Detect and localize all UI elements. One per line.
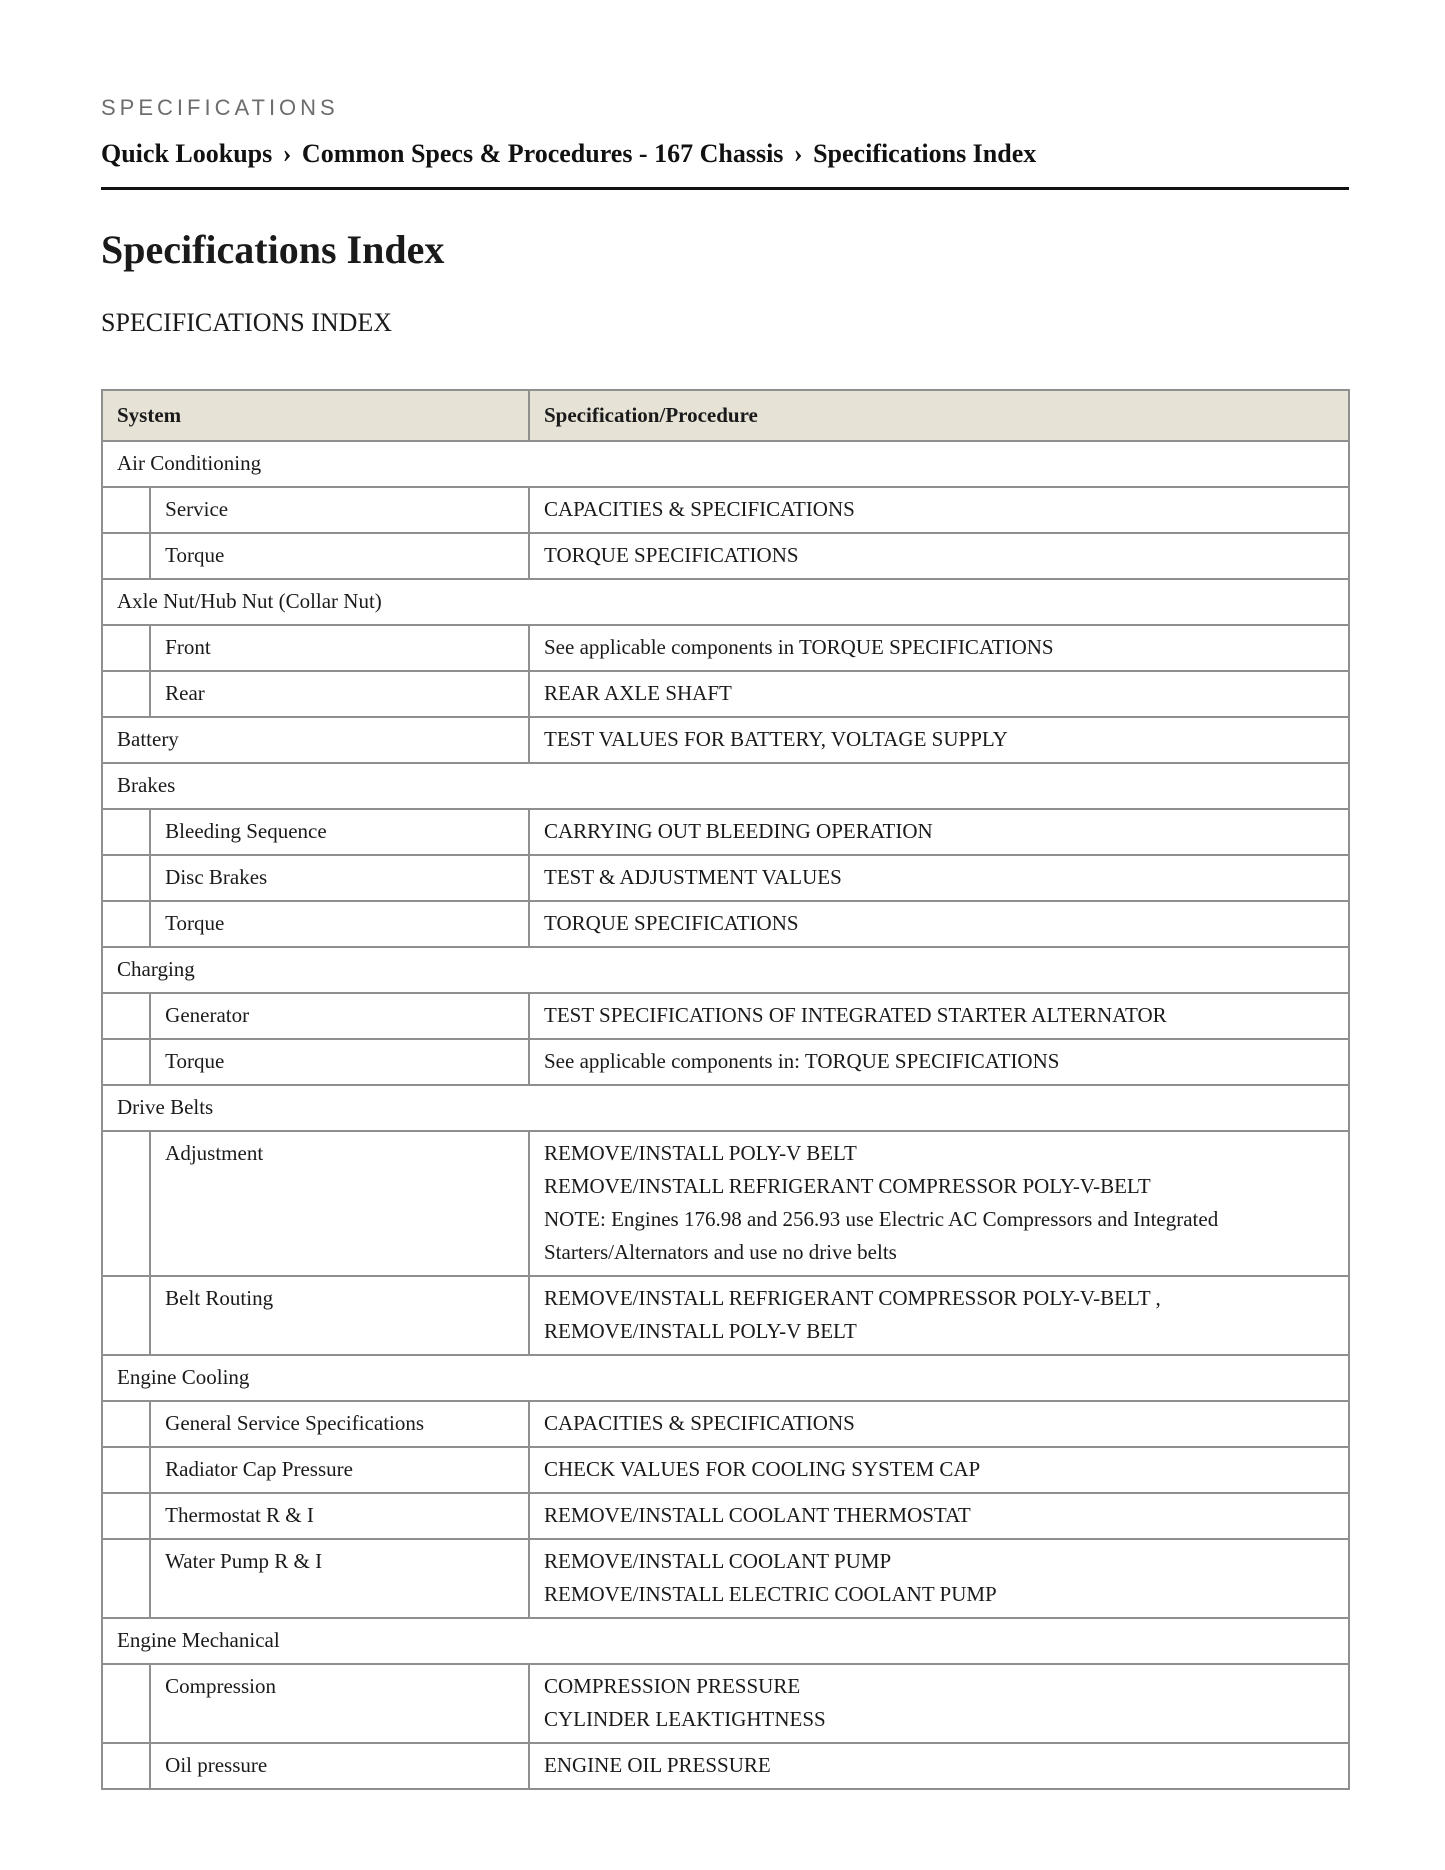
table-row bbox=[102, 1039, 1349, 1085]
table-row bbox=[102, 487, 1349, 533]
system-group-label: Charging bbox=[102, 947, 1349, 993]
indent-cell bbox=[102, 809, 150, 855]
indent-cell bbox=[102, 901, 150, 947]
indent-cell bbox=[102, 1664, 150, 1743]
specification-cell bbox=[529, 809, 1349, 855]
table-row bbox=[102, 1401, 1349, 1447]
header-divider bbox=[101, 187, 1349, 190]
specification-link[interactable]: TEST VALUES FOR BATTERY, VOLTAGE SUPPLY bbox=[544, 727, 1008, 751]
table-header-row bbox=[102, 390, 1349, 441]
system-group-label: Air Conditioning bbox=[102, 441, 1349, 487]
table-row bbox=[102, 901, 1349, 947]
specifications-table bbox=[101, 389, 1350, 1790]
specification-cell bbox=[529, 901, 1349, 947]
specification-link[interactable]: CAPACITIES & SPECIFICATIONS bbox=[544, 497, 855, 521]
system-group-row bbox=[102, 1618, 1349, 1664]
specification-cell bbox=[529, 625, 1349, 671]
system-group-row bbox=[102, 441, 1349, 487]
indent-cell bbox=[102, 1743, 150, 1789]
specification-link[interactable]: TORQUE SPECIFICATIONS bbox=[544, 543, 799, 567]
specification-link[interactable]: NOTE: Engines 176.98 and 256.93 use Electric AC Compressors and Integrated Starters/Alternators and use no drive belts bbox=[544, 1207, 1219, 1264]
specification-link[interactable]: REAR AXLE SHAFT bbox=[544, 681, 732, 705]
table-row bbox=[102, 1539, 1349, 1618]
breadcrumb bbox=[101, 138, 1036, 170]
table-row bbox=[102, 1276, 1349, 1355]
specification-cell bbox=[529, 1131, 1349, 1276]
specification-cell bbox=[529, 855, 1349, 901]
system-group-row bbox=[102, 763, 1349, 809]
table-row bbox=[102, 993, 1349, 1039]
column-header-system: System bbox=[102, 390, 529, 441]
table-row bbox=[102, 533, 1349, 579]
table-row bbox=[102, 671, 1349, 717]
specification-link[interactable]: CYLINDER LEAKTIGHTNESS bbox=[544, 1707, 826, 1731]
system-group-row bbox=[102, 1085, 1349, 1131]
indent-cell bbox=[102, 1131, 150, 1276]
specification-cell bbox=[529, 717, 1349, 763]
subsystem-cell: Torque bbox=[150, 533, 529, 579]
column-header-specification: Specification/Procedure bbox=[529, 390, 1349, 441]
indent-cell bbox=[102, 855, 150, 901]
indent-cell bbox=[102, 487, 150, 533]
specification-cell bbox=[529, 1401, 1349, 1447]
system-group-label: Axle Nut/Hub Nut (Collar Nut) bbox=[102, 579, 1349, 625]
subsystem-cell: Oil pressure bbox=[150, 1743, 529, 1789]
specification-cell bbox=[529, 1493, 1349, 1539]
breadcrumb-item-current: Specifications Index bbox=[813, 139, 1037, 168]
specification-cell bbox=[529, 1743, 1349, 1789]
indent-cell bbox=[102, 993, 150, 1039]
subsystem-cell: Bleeding Sequence bbox=[150, 809, 529, 855]
section-eyebrow: SPECIFICATIONS bbox=[101, 95, 339, 120]
specification-cell bbox=[529, 1276, 1349, 1355]
subsystem-cell: Compression bbox=[150, 1664, 529, 1743]
table-row bbox=[102, 1447, 1349, 1493]
specification-link[interactable]: TEST SPECIFICATIONS OF INTEGRATED STARTER ALTERNATOR bbox=[544, 1003, 1167, 1027]
specification-link[interactable]: COMPRESSION PRESSURE bbox=[544, 1674, 801, 1698]
indent-cell bbox=[102, 1447, 150, 1493]
breadcrumb-separator: › bbox=[793, 139, 803, 168]
subsystem-cell: Water Pump R & I bbox=[150, 1539, 529, 1618]
subsystem-cell: Service bbox=[150, 487, 529, 533]
page-title: Specifications Index bbox=[101, 227, 445, 272]
specification-link[interactable]: CAPACITIES & SPECIFICATIONS bbox=[544, 1411, 855, 1435]
specification-link[interactable]: REMOVE/INSTALL COOLANT THERMOSTAT bbox=[544, 1503, 971, 1527]
indent-cell bbox=[102, 1039, 150, 1085]
indent-cell bbox=[102, 625, 150, 671]
table-row bbox=[102, 717, 1349, 763]
specification-link[interactable]: REMOVE/INSTALL COOLANT PUMP bbox=[544, 1549, 892, 1573]
indent-cell bbox=[102, 533, 150, 579]
specification-cell bbox=[529, 1447, 1349, 1493]
specification-cell bbox=[529, 487, 1349, 533]
subsystem-cell: Generator bbox=[150, 993, 529, 1039]
subsystem-cell: Front bbox=[150, 625, 529, 671]
subsystem-cell: Torque bbox=[150, 1039, 529, 1085]
specification-cell bbox=[529, 1039, 1349, 1085]
indent-cell bbox=[102, 1401, 150, 1447]
page-subtitle: SPECIFICATIONS INDEX bbox=[101, 308, 393, 337]
table-row bbox=[102, 809, 1349, 855]
subsystem-cell: Rear bbox=[150, 671, 529, 717]
indent-cell bbox=[102, 1276, 150, 1355]
indent-cell bbox=[102, 671, 150, 717]
subsystem-cell: Adjustment bbox=[150, 1131, 529, 1276]
indent-cell bbox=[102, 1539, 150, 1618]
specification-link[interactable]: CARRYING OUT BLEEDING OPERATION bbox=[544, 819, 933, 843]
specification-link[interactable]: TORQUE SPECIFICATIONS bbox=[544, 911, 799, 935]
system-group-label: Brakes bbox=[102, 763, 1349, 809]
table-row bbox=[102, 625, 1349, 671]
table-row bbox=[102, 1664, 1349, 1743]
specification-cell bbox=[529, 993, 1349, 1039]
specification-link[interactable]: REMOVE/INSTALL REFRIGERANT COMPRESSOR POLY-V-BELT bbox=[544, 1174, 1151, 1198]
table-body bbox=[102, 441, 1349, 1789]
subsystem-cell: Belt Routing bbox=[150, 1276, 529, 1355]
subsystem-cell: Thermostat R & I bbox=[150, 1493, 529, 1539]
subsystem-cell: Torque bbox=[150, 901, 529, 947]
breadcrumb-item-common-specs[interactable]: Common Specs & Procedures - 167 Chassis bbox=[301, 139, 784, 168]
subsystem-cell: Disc Brakes bbox=[150, 855, 529, 901]
specification-link[interactable]: REMOVE/INSTALL POLY-V BELT bbox=[544, 1319, 857, 1343]
subsystem-cell: General Service Specifications bbox=[150, 1401, 529, 1447]
table-row bbox=[102, 1743, 1349, 1789]
specification-cell bbox=[529, 533, 1349, 579]
indent-cell bbox=[102, 1493, 150, 1539]
system-group-row bbox=[102, 579, 1349, 625]
subsystem-cell: Radiator Cap Pressure bbox=[150, 1447, 529, 1493]
specification-link[interactable]: REMOVE/INSTALL ELECTRIC COOLANT PUMP bbox=[544, 1582, 997, 1606]
system-group-row bbox=[102, 947, 1349, 993]
system-group-label: Drive Belts bbox=[102, 1085, 1349, 1131]
table-row bbox=[102, 855, 1349, 901]
specification-link[interactable]: REMOVE/INSTALL REFRIGERANT COMPRESSOR POLY-V-BELT , bbox=[544, 1286, 1161, 1310]
specification-cell bbox=[529, 1664, 1349, 1743]
specification-link[interactable]: TEST & ADJUSTMENT VALUES bbox=[544, 865, 842, 889]
breadcrumb-item-quick-lookups[interactable]: Quick Lookups bbox=[101, 139, 273, 168]
system-cell: Battery bbox=[102, 717, 529, 763]
specification-cell bbox=[529, 1539, 1349, 1618]
specification-link[interactable]: See applicable components in: TORQUE SPECIFICATIONS bbox=[544, 1049, 1060, 1073]
system-group-label: Engine Mechanical bbox=[102, 1618, 1349, 1664]
breadcrumb-separator: › bbox=[282, 139, 292, 168]
specification-cell bbox=[529, 671, 1349, 717]
system-group-row bbox=[102, 1355, 1349, 1401]
specification-link[interactable]: See applicable components in TORQUE SPECIFICATIONS bbox=[544, 635, 1054, 659]
table-row bbox=[102, 1493, 1349, 1539]
specification-link[interactable]: CHECK VALUES FOR COOLING SYSTEM CAP bbox=[544, 1457, 981, 1481]
table-row bbox=[102, 1131, 1349, 1276]
specification-link[interactable]: REMOVE/INSTALL POLY-V BELT bbox=[544, 1141, 857, 1165]
system-group-label: Engine Cooling bbox=[102, 1355, 1349, 1401]
specification-link[interactable]: ENGINE OIL PRESSURE bbox=[544, 1753, 771, 1777]
